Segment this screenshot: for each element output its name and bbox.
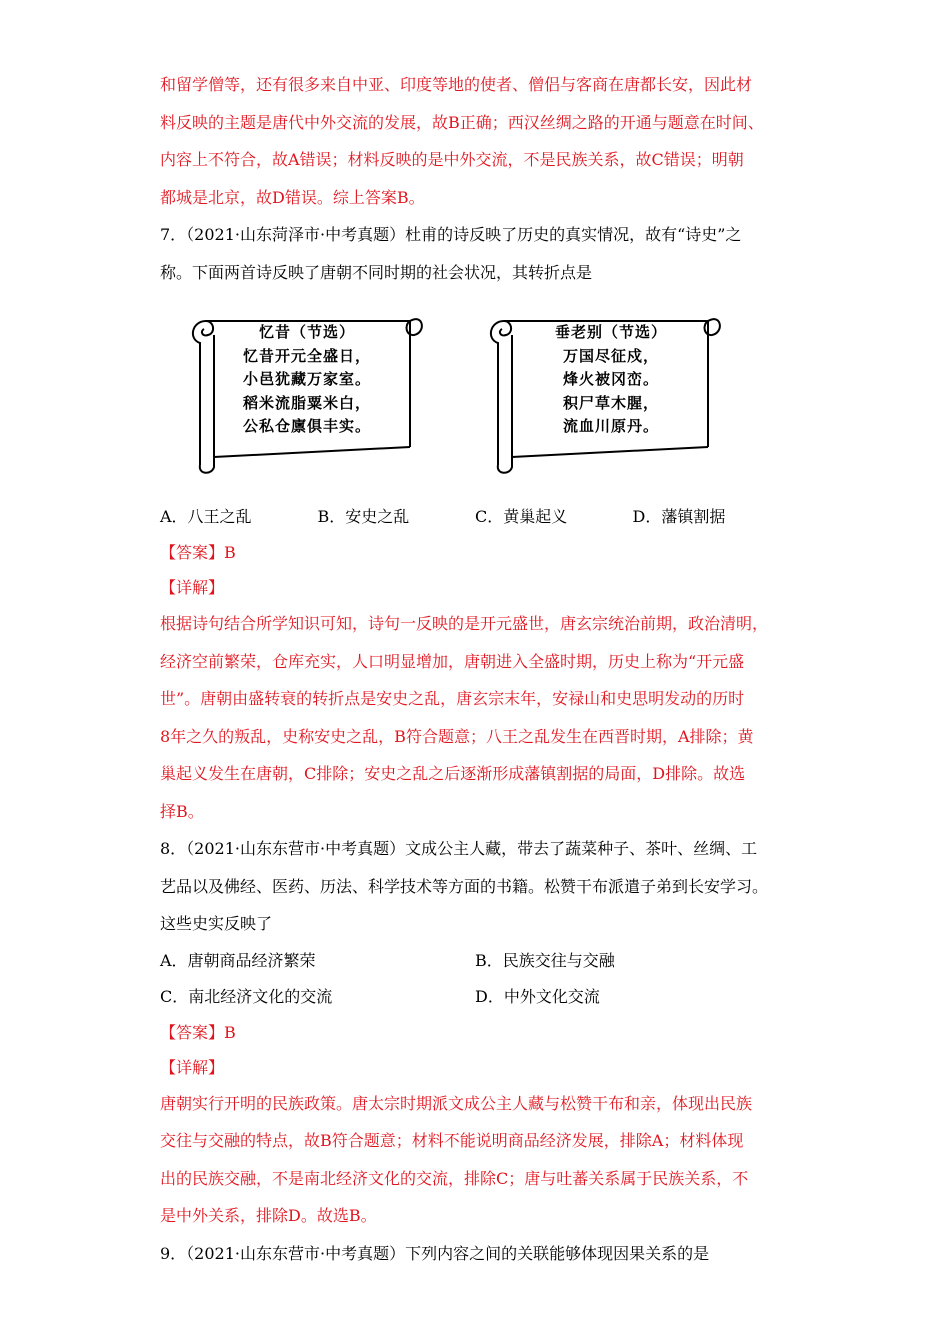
- text-line: 和留学僧等，还有很多来自中亚、印度等地的使者、僧侣与客商在唐都长安，因此材: [160, 75, 753, 94]
- text-line: 唐朝实行开明的民族政策。唐太宗时期派文成公主人藏与松赞干布和亲，体现出民族: [160, 1093, 753, 1113]
- explanation: [160, 1085, 790, 1235]
- text-line: 巢起义发生在唐朝，C排除；安史之乱之后逐渐形成藩镇割据的局面，D排除。故选: [160, 764, 746, 783]
- answer-options-row: [160, 979, 790, 1015]
- option-c[interactable]: C．黄巢起义: [475, 507, 568, 526]
- scroll-poem-2: [476, 307, 726, 477]
- q6-explanation-tail: [160, 66, 790, 216]
- poem-line: 积尸草木腥，: [562, 393, 659, 412]
- question-stem-line: 称。下面两首诗反映了唐朝不同时期的社会状况，其转折点是: [160, 262, 593, 282]
- text-line: 根据诗句结合所学知识可知，诗句一反映的是开元盛世，唐玄宗统治前期，政治清明，: [160, 614, 769, 633]
- poem-scrolls-figure: [160, 299, 790, 499]
- option-c[interactable]: C．南北经济文化的交流: [160, 986, 333, 1006]
- poem-line: 小邑犹藏万家室。: [242, 370, 371, 388]
- scroll-poem-1: [178, 307, 428, 477]
- poem-text: [232, 321, 382, 439]
- option-d[interactable]: D．藩镇割据: [632, 507, 726, 526]
- answer-options: [160, 499, 790, 535]
- question-stem-line: 9．（2021·山东东营市·中考真题）下列内容之间的关联能够体现因果关系的是: [160, 1243, 710, 1263]
- poem-line: 万国尽征戍，: [562, 346, 659, 365]
- text-line: 经济空前繁荣，仓库充实，人口明显增加，唐朝进入全盛时期，历史上称为“开元盛: [160, 651, 745, 671]
- question-stem-line: 7．（2021·山东菏泽市·中考真题）杜甫的诗反映了历史的真实情况，故有“诗史”之: [160, 225, 742, 244]
- option-b[interactable]: B．民族交往与交融: [475, 950, 615, 970]
- poem-title: 垂老别（节选）: [554, 323, 667, 341]
- text-line: 8年之久的叛乱，史称安史之乱，B符合题意；八王之乱发生在西晋时期，A排除；黄: [160, 726, 754, 746]
- explanation: [160, 605, 790, 830]
- question-9: [160, 1235, 790, 1273]
- option-a[interactable]: A．八王之乱: [160, 507, 252, 526]
- poem-line: 流血川原丹。: [562, 417, 659, 435]
- question-stem-line: 8．（2021·山东东营市·中考真题）文成公主人藏，带去了蔬菜种子、茶叶、丝绸、工: [160, 839, 758, 858]
- text-line: 内容上不符合，故A错误；材料反映的是中外交流，不是民族关系，故C错误；明朝: [160, 150, 744, 169]
- text-line: 交往与交融的特点，故B符合题意；材料不能说明商品经济发展，排除A；材料体现: [160, 1131, 744, 1150]
- text-line: 料反映的主题是唐代中外交流的发展，故B正确；西汉丝绸之路的开通与题意在时间、: [160, 112, 764, 132]
- poem-line: 稻米流脂粟米白，: [242, 393, 371, 412]
- option-d[interactable]: D．中外文化交流: [475, 986, 600, 1006]
- text-line: 出的民族交融，不是南北经济文化的交流，排除C；唐与吐蕃关系属于民族关系，不: [160, 1168, 749, 1188]
- detail-label: 【详解】: [160, 578, 225, 597]
- document-page: [160, 66, 790, 1272]
- poem-line: 公私仓廪俱丰实。: [242, 417, 371, 435]
- answer-label: 【答案】B: [160, 1022, 236, 1042]
- poem-text: [536, 321, 686, 439]
- text-line: 世”。唐朝由盛转衰的转折点是安史之乱，唐玄宗末年，安禄山和史思明发动的历时: [160, 689, 745, 708]
- poem-line: 烽火被冈峦。: [562, 370, 659, 388]
- text-line: 是中外关系，排除D。故选B。: [160, 1206, 377, 1225]
- option-a[interactable]: A．唐朝商品经济繁荣: [160, 950, 316, 970]
- text-line: 都城是北京，故D错误。综上答案B。: [160, 187, 425, 207]
- text-line: 择B。: [160, 801, 204, 821]
- poem-line: 忆昔开元全盛日，: [242, 346, 371, 365]
- answer-options-row: [160, 943, 790, 979]
- question-stem-line: 这些史实反映了: [160, 914, 273, 933]
- question-stem-line: 艺品以及佛经、医药、历法、科学技术等方面的书籍。松赞干布派遣子弟到长安学习。: [160, 876, 769, 896]
- poem-title: 忆昔（节选）: [258, 323, 355, 341]
- detail-label: 【详解】: [160, 1057, 225, 1077]
- answer-label: 【答案】B: [160, 543, 236, 562]
- question-7: [160, 216, 790, 830]
- question-8: [160, 830, 790, 1235]
- option-b[interactable]: B．安史之乱: [317, 507, 410, 526]
